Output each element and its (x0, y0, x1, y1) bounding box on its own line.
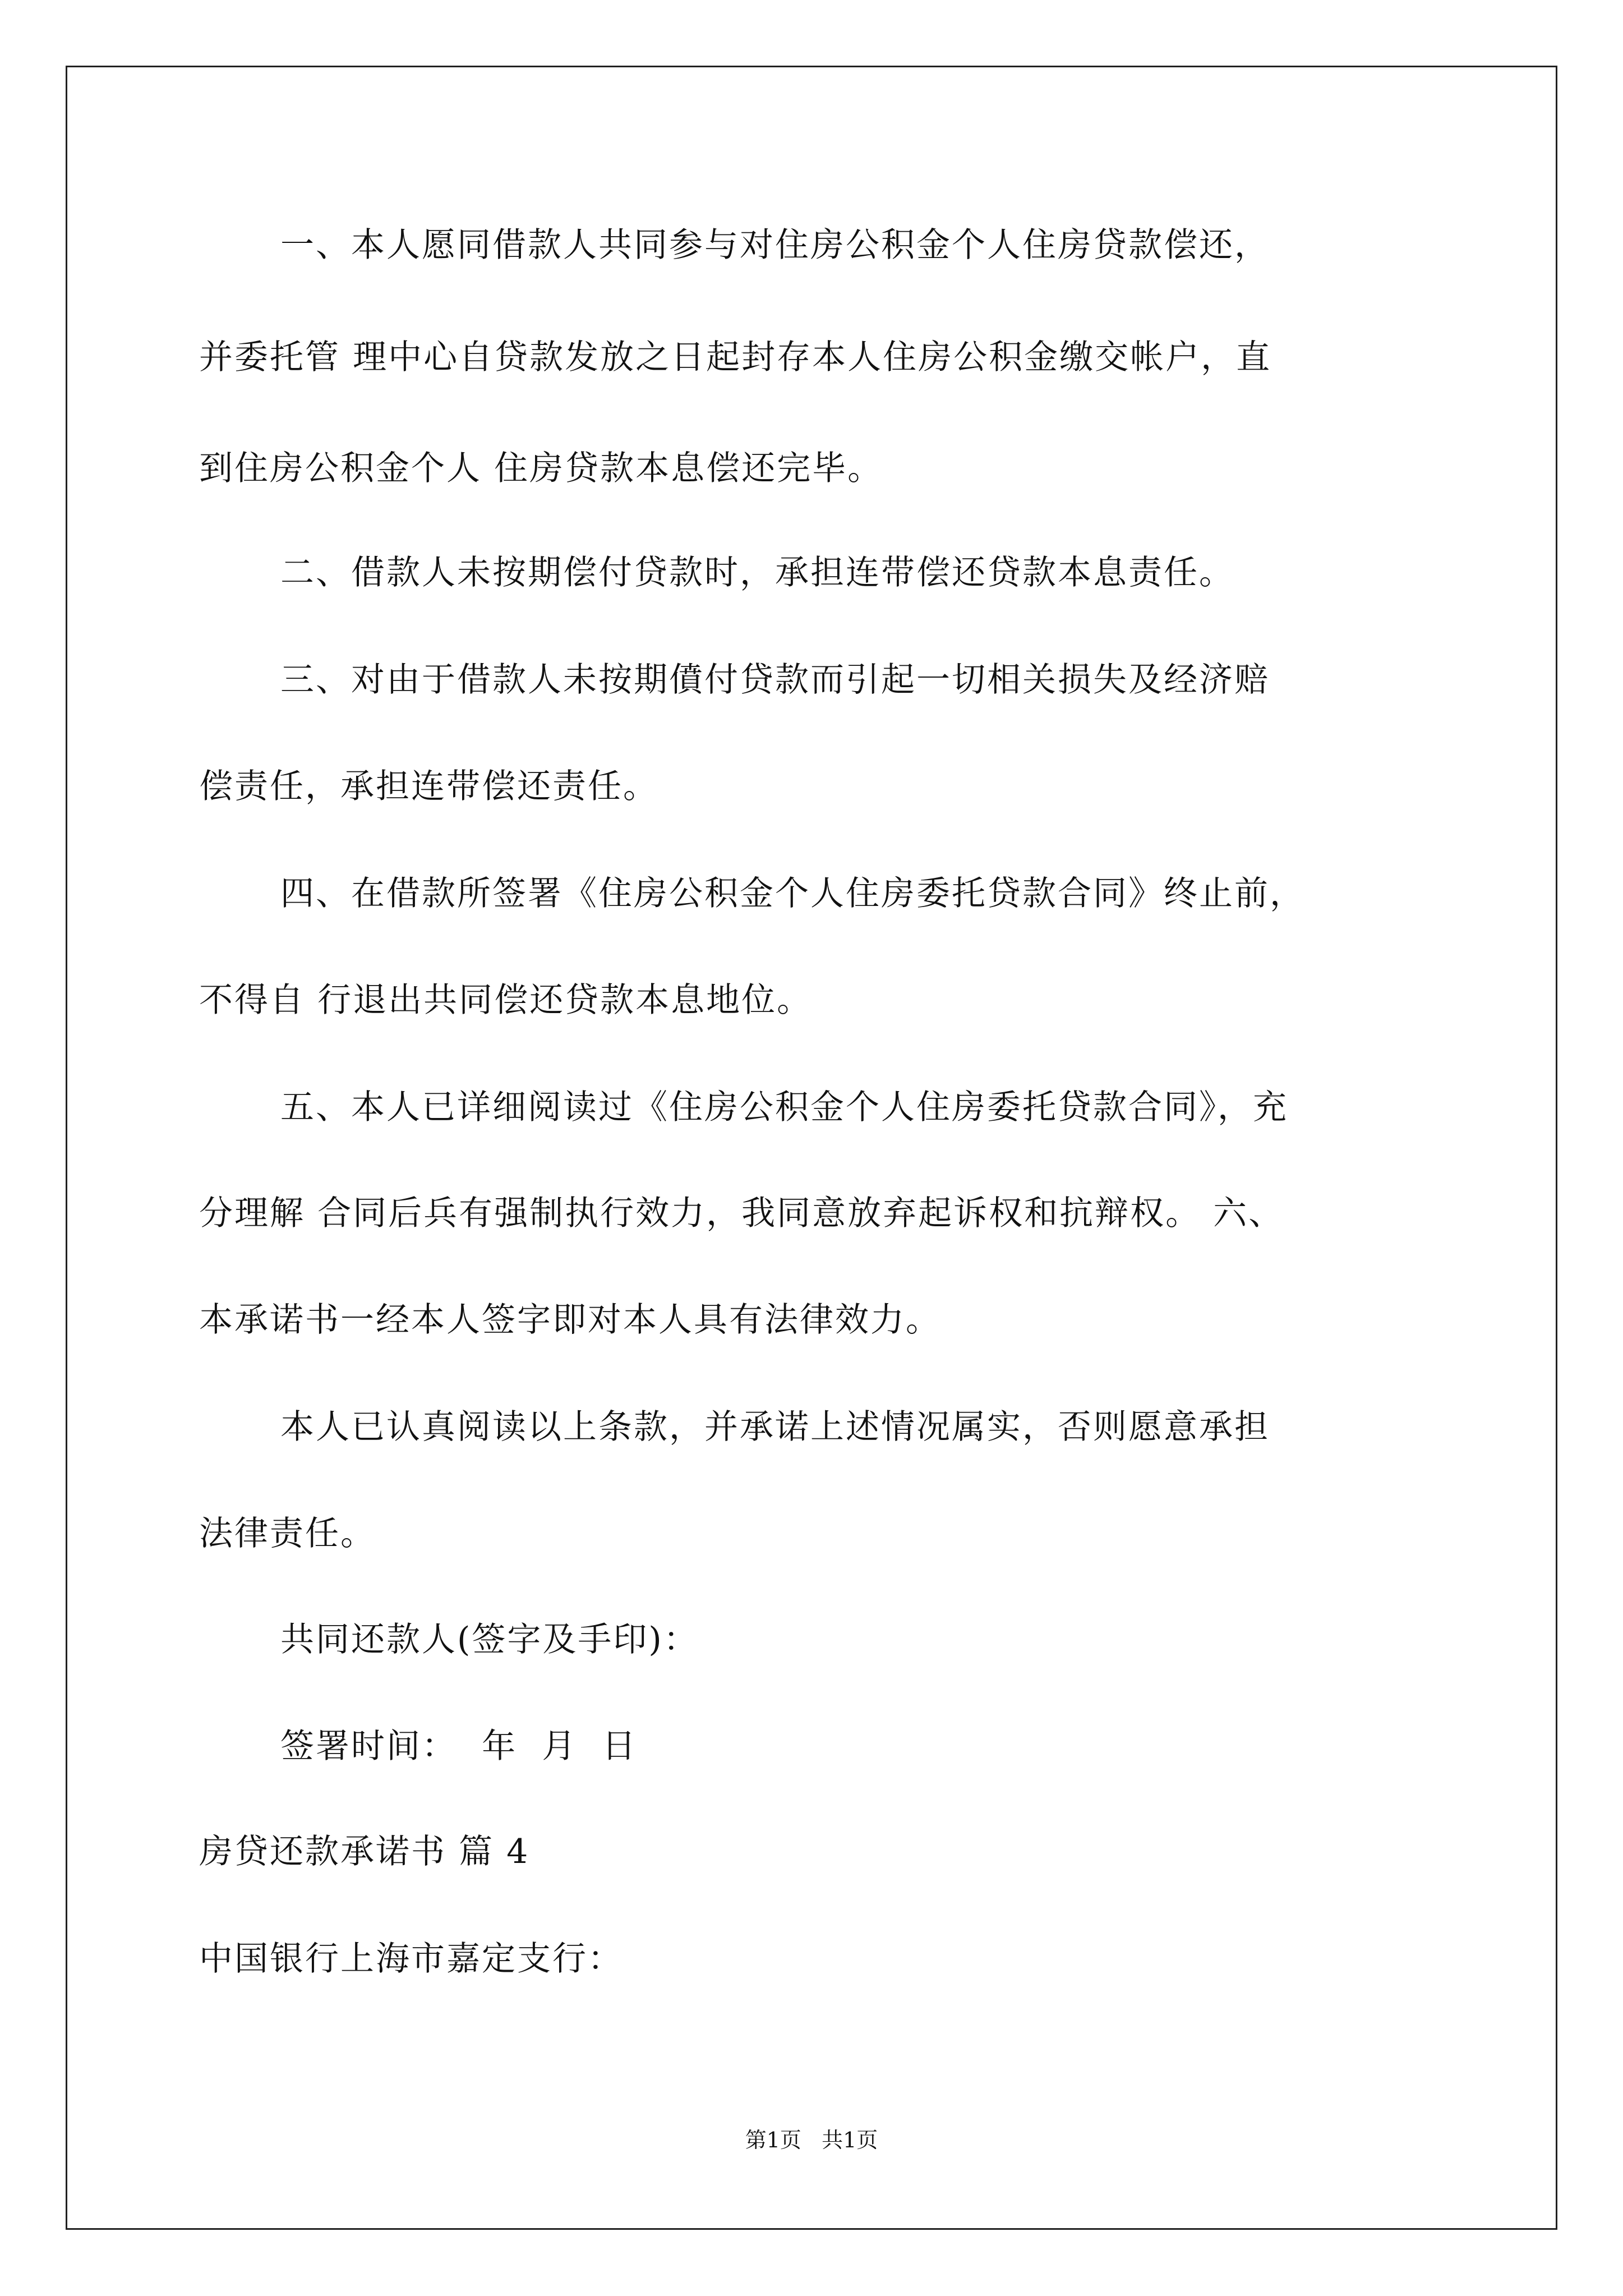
signing-date-label: 签署时间： 年 月 日 (280, 1727, 638, 1766)
clause-3-line-1: 三、对由于借款人未按期僨付贷款而引起一切相关损失及经济赔 (280, 660, 1270, 700)
addressee: 中国银行上海市嘉定支行： (199, 1939, 623, 1978)
page-number-footer: 第1页 共1页 (745, 2128, 878, 2152)
acknowledgement-line-1: 本人已认真阅读以上条款，并承诺上述情况属实，否则愿意承担 (280, 1407, 1270, 1447)
co-borrower-signature-label: 共同还款人(签字及手印)： (280, 1620, 699, 1659)
clause-4-line-1: 四、在借款所签署《住房公积金个人住房委托贷款合同》终止前， (280, 874, 1305, 913)
clause-1-line-1: 一、本人愿同借款人共同参与对住房公积金个人住房贷款偿还， (280, 226, 1270, 265)
clause-4-line-2: 不得自 行退出共同偿还贷款本息地位。 (199, 981, 813, 1020)
clause-3-line-2: 偿责任，承担连带偿还责任。 (199, 767, 658, 806)
clause-5-line-1: 五、本人已详细阅读过《住房公积金个人住房委托贷款合同》，充 (280, 1088, 1288, 1127)
clause-6: 本承诺书一经本人签字即对本人具有法律效力。 (199, 1300, 941, 1340)
clause-1-line-2: 并委托管 理中心自贷款发放之日起封存本人住房公积金缴交帐户，直 (199, 338, 1272, 377)
clause-5-line-2: 分理解 合同后兵有强制执行效力，我同意放弃起诉权和抗辩权。 六、 (199, 1194, 1284, 1233)
acknowledgement-line-2: 法律责任。 (199, 1514, 376, 1553)
clause-2: 二、借款人未按期偿付贷款时，承担连带偿还贷款本息责任。 (280, 553, 1234, 592)
section-heading: 房贷还款承诺书 篇 4 (199, 1832, 530, 1871)
page-border (66, 66, 1557, 2230)
clause-1-line-3: 到住房公积金个人 住房贷款本息偿还完毕。 (199, 449, 883, 488)
